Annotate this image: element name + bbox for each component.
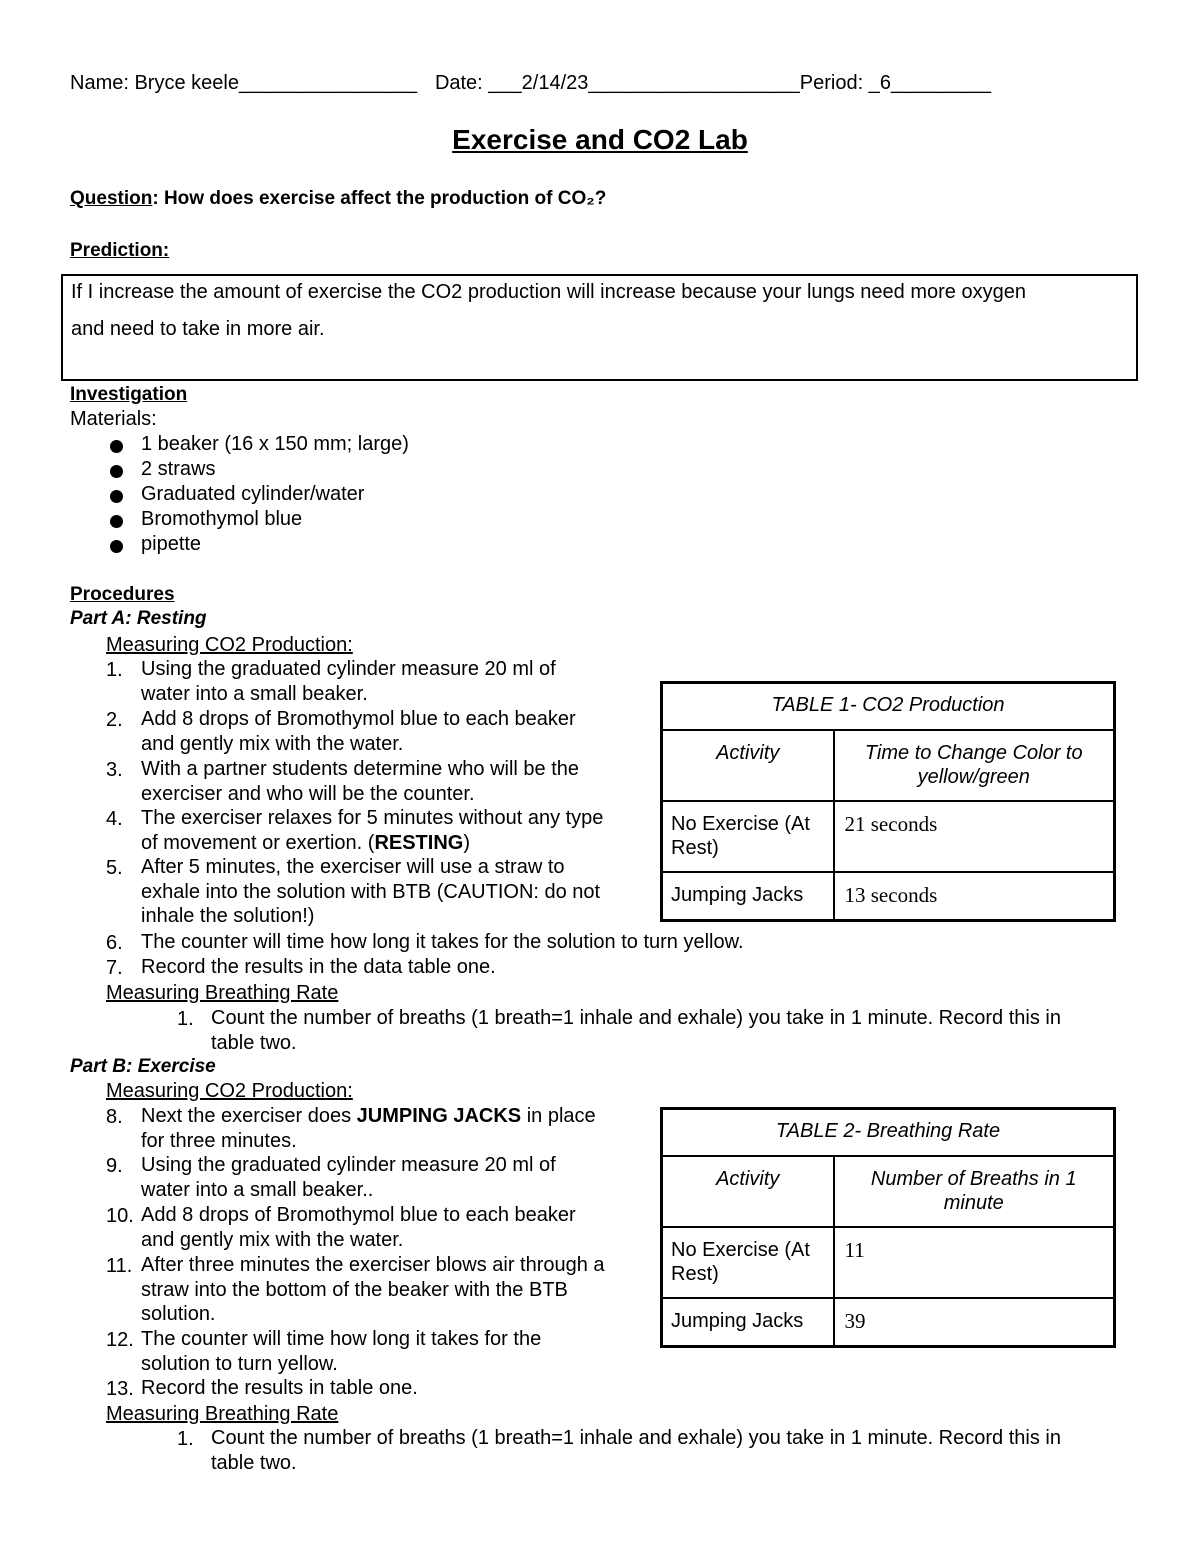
breaths-cell[interactable]: 11	[834, 1227, 1115, 1298]
step-number: 1.	[177, 1428, 194, 1450]
step-number: 1.	[177, 1008, 194, 1030]
material-item: 1 beaker (16 x 150 mm; large)	[141, 433, 409, 455]
step-line: of movement or exertion. (	[141, 831, 375, 854]
date-blank: ___________________	[588, 72, 800, 94]
step-text: Record the results in the data table one.	[141, 956, 496, 978]
cell-line: No Exercise (At	[671, 812, 810, 835]
question-label: Question	[70, 188, 153, 209]
step-number: 2.	[106, 709, 123, 731]
header-line: Time to Change Color to	[864, 741, 1083, 764]
step-line: exerciser and who will be the counter.	[141, 782, 475, 805]
bullet-icon	[110, 465, 123, 478]
material-item: Bromothymol blue	[141, 508, 303, 530]
step-number: 5.	[106, 857, 123, 879]
prediction-label: Prediction:	[70, 240, 170, 261]
step-text	[141, 806, 603, 855]
date-label: Date: ___	[434, 72, 522, 94]
step-line: table two.	[211, 1451, 297, 1474]
table-row	[662, 1227, 1115, 1298]
step-text	[141, 1203, 576, 1252]
step-line: Using the graduated cylinder measure 20 ml of	[141, 1154, 556, 1176]
table-row	[662, 801, 1115, 872]
step-number: 10.	[106, 1205, 134, 1227]
step-emphasis: RESTING	[374, 831, 464, 854]
step-number: 9.	[106, 1155, 123, 1177]
step-text	[211, 1006, 1061, 1055]
step-number: 6.	[106, 932, 123, 954]
step-text	[141, 657, 556, 706]
part-a-breathing-heading: Measuring Breathing Rate	[106, 982, 339, 1004]
activity-cell	[662, 801, 834, 872]
step-number: 12.	[106, 1329, 134, 1351]
step-line: for three minutes.	[141, 1129, 297, 1152]
step-line: table two.	[211, 1031, 297, 1054]
material-item: pipette	[141, 533, 202, 555]
step-number: 3.	[106, 759, 123, 781]
co2-production-table	[660, 681, 1116, 922]
part-b-co2-heading: Measuring CO2 Production:	[106, 1080, 353, 1102]
cell-line: Rest)	[671, 836, 719, 859]
student-header	[70, 72, 991, 95]
name-value[interactable]: Bryce keele	[134, 72, 239, 94]
question	[70, 188, 606, 210]
activity-cell	[662, 1227, 834, 1298]
material-item: 2 straws	[141, 458, 216, 480]
bullet-icon	[110, 440, 123, 453]
step-line: With a partner students determine who will be the	[141, 758, 579, 780]
activity-cell: Jumping Jacks	[662, 872, 834, 921]
time-cell[interactable]: 13 seconds	[834, 872, 1115, 921]
name-label: Name:	[70, 72, 135, 94]
materials-label: Materials:	[70, 408, 157, 430]
column-header-breaths	[834, 1156, 1115, 1227]
period-label: Period: _	[799, 72, 880, 94]
step-text	[141, 1104, 596, 1153]
breaths-cell[interactable]: 39	[834, 1298, 1115, 1347]
step-line: The exerciser relaxes for 5 minutes without any type	[141, 807, 604, 829]
step-text	[211, 1426, 1061, 1475]
table-row	[662, 1298, 1115, 1347]
part-a-heading: Part A: Resting	[70, 608, 207, 629]
step-line: Next the exerciser does	[141, 1105, 357, 1127]
column-header-time	[834, 730, 1115, 801]
step-text: Record the results in table one.	[141, 1377, 418, 1399]
part-a-co2-heading: Measuring CO2 Production:	[106, 634, 353, 656]
step-line: Add 8 drops of Bromothymol blue to each beaker	[141, 708, 576, 730]
step-number: 4.	[106, 808, 123, 830]
step-text	[141, 1153, 556, 1202]
period-value[interactable]: 6	[879, 72, 891, 94]
step-line: After three minutes the exerciser blows air through a	[141, 1254, 605, 1276]
bullet-icon	[110, 490, 123, 503]
step-text	[141, 1327, 541, 1376]
step-line: and gently mix with the water.	[141, 732, 404, 755]
step-line: exhale into the solution with BTB (CAUTION: do not	[141, 880, 601, 903]
table-caption: TABLE 2- Breathing Rate	[662, 1109, 1115, 1156]
question-text: : How does exercise affect the production of CO₂?	[152, 188, 607, 209]
step-line: and gently mix with the water.	[141, 1228, 404, 1251]
step-line: Count the number of breaths (1 breath=1 inhale and exhale) you take in 1 minute. Record this in	[211, 1007, 1061, 1029]
step-line: water into a small beaker.	[141, 682, 368, 705]
column-header-activity: Activity	[662, 1156, 834, 1227]
header-line: minute	[943, 1191, 1004, 1214]
part-b-heading: Part B: Exercise	[70, 1056, 216, 1077]
bullet-icon	[110, 515, 123, 528]
step-text: The counter will time how long it takes for the solution to turn yellow.	[141, 931, 744, 953]
step-line: solution.	[141, 1303, 216, 1326]
period-blank: _________	[890, 72, 992, 94]
step-line: solution to turn yellow.	[141, 1352, 338, 1375]
bullet-icon	[110, 540, 123, 553]
table-caption: TABLE 1- CO2 Production	[662, 683, 1115, 730]
step-text	[141, 855, 600, 929]
prediction-box[interactable]	[61, 274, 1138, 381]
cell-line: No Exercise (At	[671, 1238, 810, 1261]
prediction-line: If I increase the amount of exercise the CO2 production will increase because your lungs need more oxygen	[71, 281, 1026, 303]
name-blank: ________________	[238, 72, 417, 94]
procedures-heading: Procedures	[70, 584, 175, 605]
step-text	[141, 757, 579, 806]
prediction-line: and need to take in more air.	[71, 318, 325, 340]
investigation-heading: Investigation	[70, 384, 188, 405]
time-cell[interactable]: 21 seconds	[834, 801, 1115, 872]
step-number: 13.	[106, 1378, 134, 1400]
step-line: Add 8 drops of Bromothymol blue to each beaker	[141, 1204, 576, 1226]
step-number: 11.	[106, 1255, 133, 1277]
cell-line: Rest)	[671, 1262, 719, 1285]
step-line: )	[463, 831, 471, 854]
step-line: water into a small beaker..	[141, 1178, 374, 1201]
step-line: inhale the solution!)	[141, 905, 315, 928]
header-line: Number of Breaths in 1	[870, 1167, 1077, 1190]
date-value[interactable]: 2/14/23	[521, 72, 589, 94]
step-emphasis: JUMPING JACKS	[356, 1105, 522, 1127]
step-text	[141, 1253, 605, 1327]
step-line: Count the number of breaths (1 breath=1 inhale and exhale) you take in 1 minute. Record this in	[211, 1427, 1061, 1449]
step-number: 8.	[106, 1106, 123, 1128]
step-line: The counter will time how long it takes for the	[141, 1328, 542, 1350]
step-text	[141, 707, 576, 756]
step-line: straw into the bottom of the beaker with the BTB	[141, 1278, 568, 1301]
step-line: in place	[521, 1105, 596, 1127]
step-line: Using the graduated cylinder measure 20 ml of	[141, 658, 556, 680]
activity-cell: Jumping Jacks	[662, 1298, 834, 1347]
material-item: Graduated cylinder/water	[141, 483, 365, 505]
header-line: yellow/green	[917, 765, 1030, 788]
breathing-rate-table	[660, 1107, 1116, 1348]
column-header-activity: Activity	[662, 730, 834, 801]
step-number: 1.	[106, 659, 123, 681]
page-title: Exercise and CO2 Lab	[452, 124, 748, 155]
part-b-breathing-heading: Measuring Breathing Rate	[106, 1403, 339, 1425]
step-line: After 5 minutes, the exerciser will use a straw to	[141, 856, 565, 878]
step-number: 7.	[106, 957, 123, 979]
table-row	[662, 872, 1115, 921]
